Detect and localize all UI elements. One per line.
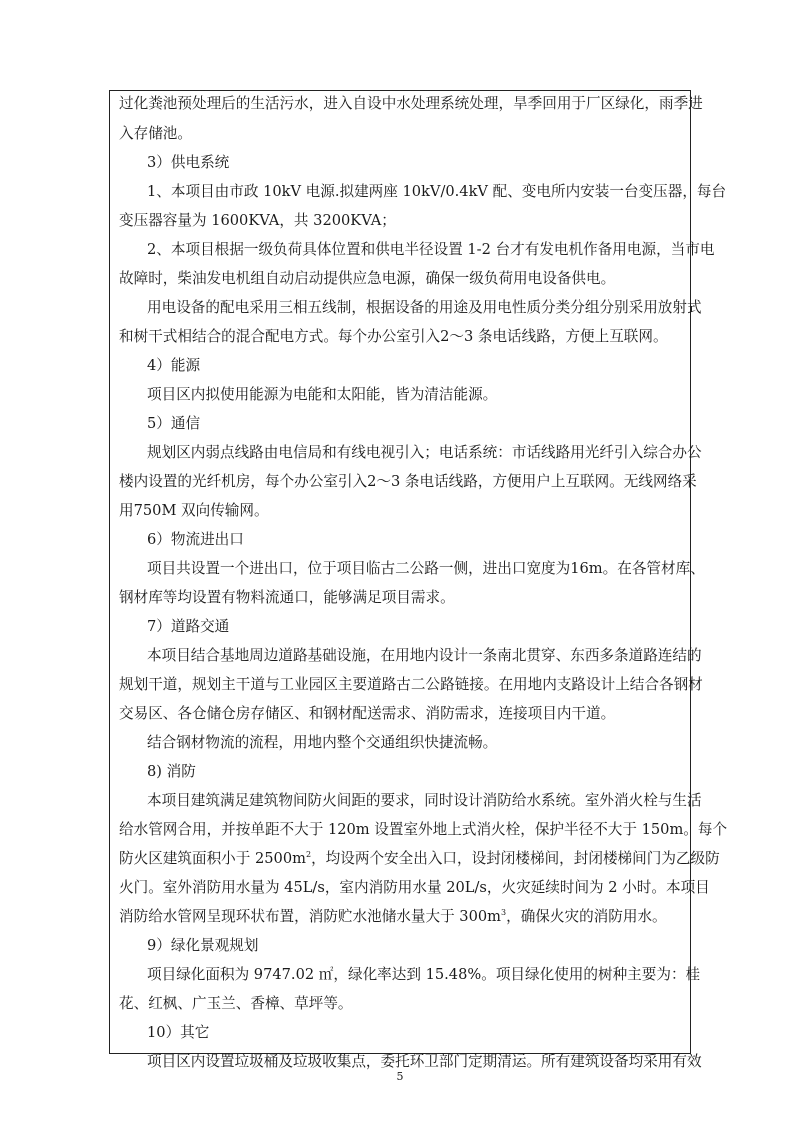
section-heading: 10）其它	[147, 1024, 210, 1041]
text-line: 变压器容量为 1600KVA，共 3200KVA；	[119, 212, 396, 229]
text-line: 规划干道，规划主干道与工业园区主要道路古二公路链接。在用地内支路设计上结合各钢材	[119, 676, 703, 693]
text-fragment: ，确保火灾的消防用水。	[506, 908, 667, 925]
text-line: 1、本项目由市政 10kV 电源.拟建两座 10kV/0.4kV 配、变电所内安装一台变压器，每台	[147, 183, 727, 200]
text-line	[119, 849, 720, 869]
text-line: 项目区内拟使用能源为电能和太阳能，皆为清洁能源。	[147, 386, 498, 403]
text-line: 项目绿化面积为 9747.02 ㎡，绿化率达到 15.48%。项目绿化使用的树种主要为：桂	[147, 966, 701, 983]
text-line: 结合钢材物流的流程，用地内整个交通组织快捷流畅。	[147, 734, 498, 751]
text-line: 火门。室外消防用水量为 45L/s，室内消防用水量 20L/s，火灾延续时间为 2 小时。本项目	[119, 879, 710, 896]
section-heading: 9）绿化景观规划	[147, 937, 259, 954]
section-heading: 3）供电系统	[147, 154, 230, 171]
text-line: 钢材库等均设置有物料流通口，能够满足项目需求。	[119, 589, 455, 606]
text-line: 项目区内设置垃圾桶及垃圾收集点，委托环卫部门定期清运。所有建筑设备均采用有效	[147, 1053, 702, 1070]
text-line: 花、红枫、广玉兰、香樟、草坪等。	[119, 995, 353, 1012]
text-line: 用电设备的配电采用三相五线制，根据设备的用途及用电性质分类分组分别采用放射式	[147, 299, 702, 316]
text-line: 故障时，柴油发电机组自动启动提供应急电源，确保一级负荷用电设备供电。	[119, 270, 616, 287]
text-line: 本项目结合基地周边道路基础设施，在用地内设计一条南北贯穿、东西多条道路连结的	[147, 647, 702, 664]
section-heading: 8) 消防	[147, 763, 196, 780]
text-line: 给水管网合用，并按单距不大于 120m 设置室外地上式消火栓，保护半径不大于 150m。每个	[119, 821, 728, 838]
section-heading: 6）物流进出口	[147, 531, 244, 548]
section-heading: 5）通信	[147, 415, 201, 432]
text-line: 过化粪池预处理后的生活污水，进入自设中水处理系统处理，旱季回用于厂区绿化，雨季进	[119, 95, 703, 112]
section-heading: 7）道路交通	[147, 618, 230, 635]
superscript: 2	[305, 850, 312, 860]
superscript: 3	[501, 908, 507, 918]
page-number: 5	[396, 1070, 404, 1083]
text-line: 项目共设置一个进出口，位于项目临古二公路一侧，进出口宽度为16m。在各管材库、	[147, 560, 705, 577]
text-fragment: 防火区建筑面积小于 2500m	[119, 850, 306, 867]
text-line: 入存储池。	[119, 125, 192, 142]
text-line: 规划区内弱点线路由电信局和有线电视引入；电话系统：市话线路用光纤引入综合办公	[147, 444, 702, 461]
text-line: 交易区、各仓储仓房存储区、和钢材配送需求、消防需求，连接项目内干道。	[119, 705, 616, 722]
text-fragment: 消防给水管网呈现环状布置，消防贮水池储水量大于 300m	[119, 908, 501, 925]
section-heading: 4）能源	[147, 357, 201, 374]
text-line: 2、本项目根据一级负荷具体位置和供电半径设置 1-2 台才有发电机作备用电源，当市电	[147, 241, 715, 258]
text-line: 本项目建筑满足建筑物间防火间距的要求，同时设计消防给水系统。室外消火栓与生活	[147, 792, 702, 809]
text-fragment: ，均设两个安全出入口，设封闭楼梯间，封闭楼梯间门为乙级防	[311, 850, 720, 867]
text-line: 和树干式相结合的混合配电方式。每个办公室引入2～3 条电话线路，方便上互联网。	[119, 328, 668, 345]
text-line: 用750M 双向传输网。	[119, 502, 269, 519]
text-line: 楼内设置的光纤机房，每个办公室引入2～3 条电话线路，方便用户上互联网。无线网络采	[119, 473, 697, 490]
text-line	[119, 907, 682, 927]
